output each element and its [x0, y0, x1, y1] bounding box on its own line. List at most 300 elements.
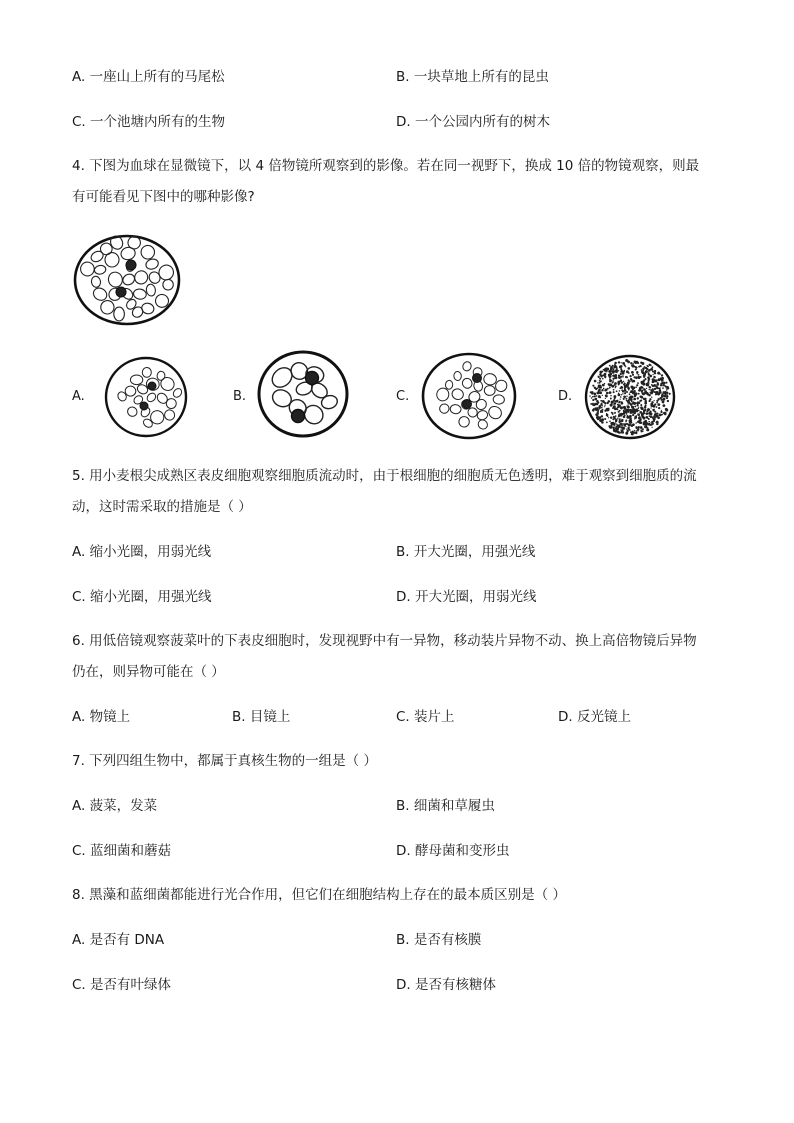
q4-option-d-label[interactable]: D.	[558, 389, 573, 404]
tiny-cell-dot	[599, 391, 602, 394]
tiny-cell-dot	[623, 410, 625, 412]
tiny-cell-dot	[614, 384, 616, 386]
tiny-cell-dot	[657, 382, 659, 384]
tiny-cell-dot	[616, 368, 618, 370]
q4-option-d-micrograph[interactable]	[584, 354, 676, 440]
tiny-cell-dot	[608, 370, 611, 373]
tiny-cell-dot	[638, 407, 639, 408]
tiny-cell-dot	[627, 424, 629, 426]
q8-stem: 8. 黑藻和蓝细菌都能进行光合作用，但它们在细胞结构上存在的最本质区别是（ ）	[72, 887, 566, 903]
tiny-cell-dot	[638, 430, 639, 431]
tiny-cell-dot	[603, 369, 605, 371]
tiny-cell-dot	[624, 383, 625, 384]
tiny-cell-dot	[654, 417, 656, 419]
tiny-cell-dot	[662, 396, 664, 398]
tiny-cell-dot	[618, 382, 621, 385]
tiny-cell-dot	[637, 428, 640, 431]
tiny-cell-dot	[620, 396, 622, 398]
tiny-cell-dot	[628, 372, 630, 374]
tiny-cell-dot	[642, 371, 645, 374]
tiny-cell-dot	[648, 423, 651, 426]
tiny-cell-dot	[631, 424, 634, 427]
tiny-cell-dot	[601, 415, 603, 417]
q3-option-b[interactable]: B. 一块草地上所有的昆虫	[396, 69, 549, 85]
tiny-cell-dot	[620, 379, 622, 381]
tiny-cell-dot	[661, 374, 663, 376]
tiny-cell-dot	[648, 372, 649, 373]
tiny-cell-dot	[652, 388, 654, 390]
tiny-cell-dot	[634, 361, 637, 364]
tiny-cell-dot	[612, 368, 614, 370]
tiny-cell-dot	[626, 411, 628, 413]
tiny-cell-dot	[604, 373, 607, 376]
tiny-cell-dot	[633, 398, 636, 401]
tiny-cell-dot	[604, 405, 605, 406]
tiny-cell-dot	[630, 362, 632, 364]
tiny-cell-dot	[657, 391, 659, 393]
tiny-cell-dot	[650, 365, 652, 367]
q4-stem-line1: 4. 下图为血球在显微镜下，以 4 倍物镜所观察到的影像。若在同一视野下，换成 10 倍的物镜观察，则最	[72, 158, 700, 174]
tiny-cell-dot	[663, 391, 666, 394]
tiny-cell-dot	[589, 395, 590, 396]
tiny-cell-dot	[612, 365, 614, 367]
tiny-cell-dot	[618, 401, 620, 403]
tiny-cell-dot	[641, 386, 643, 388]
tiny-cell-dot	[612, 382, 614, 384]
tiny-cell-dot	[598, 390, 600, 392]
tiny-cell-dot	[662, 387, 664, 389]
tiny-cell-dot	[631, 406, 632, 407]
tiny-cell-dot	[630, 398, 633, 401]
tiny-cell-dot	[629, 393, 631, 395]
tiny-cell-dot	[649, 387, 650, 388]
tiny-cell-dot	[634, 393, 637, 396]
q8-option-b[interactable]: B. 是否有核膜	[396, 932, 482, 948]
tiny-cell-dot	[666, 382, 668, 384]
tiny-cell-dot	[625, 432, 628, 435]
tiny-cell-dot	[649, 415, 651, 417]
tiny-cell-dot	[604, 383, 605, 384]
tiny-cell-dot	[626, 395, 627, 396]
tiny-cell-dot	[614, 408, 617, 411]
tiny-cell-dot	[592, 385, 594, 387]
tiny-cell-dot	[625, 376, 627, 378]
q7-option-c[interactable]: C. 蓝细菌和蘑菇	[72, 843, 172, 859]
tiny-cell-dot	[613, 391, 615, 393]
tiny-cell-dot	[630, 390, 633, 393]
tiny-cell-dot	[643, 379, 645, 381]
tiny-cell-dot	[596, 400, 599, 403]
tiny-cell-dot	[652, 378, 654, 380]
tiny-cell-dot	[613, 403, 614, 404]
q6-stem-line1: 6. 用低倍镜观察菠菜叶的下表皮细胞时，发现视野中有一异物，移动装片异物不动、换上高倍物镜后异物	[72, 633, 697, 649]
tiny-cell-dot	[624, 384, 627, 387]
tiny-cell-dot	[614, 364, 616, 366]
tiny-cell-dot	[612, 413, 614, 415]
tiny-cell-dot	[623, 381, 624, 382]
tiny-cell-dot	[621, 402, 624, 405]
tiny-cell-dot	[627, 411, 629, 413]
tiny-cell-dot	[624, 388, 626, 390]
tiny-cell-dot	[593, 393, 596, 396]
tiny-cell-dot	[623, 415, 626, 418]
tiny-cell-dot	[637, 362, 639, 364]
tiny-cell-dot	[634, 376, 636, 378]
tiny-cell-dot	[614, 370, 617, 373]
tiny-cell-dot	[653, 400, 654, 401]
tiny-cell-dot	[597, 410, 599, 412]
q6-option-a[interactable]: A. 物镜上	[72, 709, 131, 725]
tiny-cell-dot	[651, 397, 652, 398]
tiny-cell-dot	[625, 398, 627, 400]
white-cell-nucleus	[463, 400, 472, 409]
tiny-cell-dot	[645, 370, 648, 373]
tiny-cell-dot	[619, 377, 621, 379]
tiny-cell-dot	[669, 393, 671, 395]
tiny-cell-dot	[666, 395, 668, 397]
tiny-cell-dot	[630, 431, 632, 433]
tiny-cell-dot	[633, 402, 636, 405]
tiny-cell-dot	[597, 387, 599, 389]
tiny-cell-dot	[641, 369, 643, 371]
tiny-cell-dot	[594, 380, 597, 383]
tiny-cell-dot	[648, 378, 649, 379]
tiny-cell-dot	[654, 384, 656, 386]
tiny-cell-dot	[656, 413, 658, 415]
tiny-cell-dot	[618, 431, 620, 433]
tiny-cell-dot	[599, 405, 602, 408]
tiny-cell-dot	[611, 370, 613, 372]
tiny-cell-dot	[653, 409, 655, 411]
q8-option-d[interactable]: D. 是否有核糖体	[396, 977, 496, 993]
tiny-cell-dot	[656, 421, 659, 424]
tiny-cell-dot	[653, 376, 656, 379]
tiny-cell-dot	[619, 413, 621, 415]
tiny-cell-dot	[629, 417, 631, 419]
tiny-cell-dot	[610, 383, 612, 385]
tiny-cell-dot	[650, 422, 651, 423]
tiny-cell-dot	[606, 421, 608, 423]
tiny-cell-dot	[623, 395, 626, 398]
tiny-cell-dot	[621, 370, 623, 372]
tiny-cell-dot	[594, 407, 597, 410]
tiny-cell-dot	[627, 382, 630, 385]
q4-reference-micrograph	[73, 234, 181, 326]
tiny-cell-dot	[644, 413, 646, 415]
tiny-cell-dot	[610, 416, 612, 418]
tiny-cell-dot	[609, 391, 612, 394]
tiny-cell-dot	[619, 418, 621, 420]
tiny-cell-dot	[632, 386, 635, 389]
tiny-cell-dot	[647, 381, 649, 383]
tiny-cell-dot	[602, 378, 604, 380]
tiny-cell-dot	[642, 392, 645, 395]
tiny-cell-dot	[637, 403, 639, 405]
tiny-cell-dot	[659, 391, 661, 393]
tiny-cell-dot	[594, 395, 596, 397]
tiny-cell-dot	[618, 381, 619, 382]
tiny-cell-dot	[620, 406, 623, 409]
tiny-cell-dot	[627, 401, 629, 403]
tiny-cell-dot	[659, 414, 662, 417]
tiny-cell-dot	[629, 375, 631, 377]
tiny-cell-dot	[661, 379, 664, 382]
tiny-cell-dot	[619, 410, 621, 412]
tiny-cell-dot	[638, 374, 640, 376]
q3-option-d[interactable]: D. 一个公园内所有的树木	[396, 114, 550, 130]
tiny-cell-dot	[662, 402, 663, 403]
tiny-cell-dot	[618, 394, 620, 396]
tiny-cell-dot	[626, 406, 627, 407]
q5-option-b[interactable]: B. 开大光圈，用强光线	[396, 544, 536, 560]
white-cell-nucleus	[116, 287, 126, 297]
tiny-cell-dot	[608, 417, 609, 418]
white-cell-nucleus	[292, 410, 305, 423]
tiny-cell-dot	[636, 410, 638, 412]
tiny-cell-dot	[597, 382, 599, 384]
tiny-cell-dot	[638, 417, 640, 419]
q7-option-a[interactable]: A. 菠菜，发菜	[72, 798, 158, 814]
tiny-cell-dot	[600, 380, 602, 382]
tiny-cell-dot	[614, 430, 617, 433]
tiny-cell-dot	[611, 385, 612, 386]
tiny-cell-dot	[640, 395, 643, 398]
tiny-cell-dot	[616, 390, 618, 392]
tiny-cell-dot	[641, 362, 644, 365]
tiny-cell-dot	[632, 381, 634, 383]
tiny-cell-dot	[604, 406, 605, 407]
tiny-cell-dot	[640, 426, 643, 429]
tiny-cell-dot	[636, 373, 637, 374]
tiny-cell-dot	[618, 361, 620, 363]
tiny-cell-dot	[617, 408, 618, 409]
tiny-cell-dot	[665, 385, 667, 387]
tiny-cell-dot	[665, 409, 668, 412]
tiny-cell-dot	[662, 398, 665, 401]
tiny-cell-dot	[617, 407, 618, 408]
tiny-cell-dot	[622, 393, 623, 394]
tiny-cell-dot	[632, 414, 634, 416]
tiny-cell-dot	[648, 394, 651, 397]
q7-option-d[interactable]: D. 酵母菌和变形虫	[396, 843, 510, 859]
q4-stem-line2: 有可能看见下图中的哪种影像?	[72, 189, 255, 205]
tiny-cell-dot	[647, 418, 649, 420]
tiny-cell-dot	[598, 384, 601, 387]
q5-stem-line2: 动，这时需采取的措施是（ ）	[72, 499, 252, 515]
tiny-cell-dot	[613, 416, 615, 418]
tiny-cell-dot	[649, 411, 651, 413]
tiny-cell-dot	[629, 419, 632, 422]
tiny-cell-dot	[590, 403, 592, 405]
tiny-cell-dot	[602, 395, 603, 396]
tiny-cell-dot	[644, 402, 647, 405]
tiny-cell-dot	[598, 376, 600, 378]
tiny-cell-dot	[643, 374, 646, 377]
tiny-cell-dot	[654, 370, 656, 372]
tiny-cell-dot	[616, 372, 617, 373]
tiny-cell-dot	[597, 413, 598, 414]
tiny-cell-dot	[638, 382, 639, 383]
tiny-cell-dot	[631, 396, 633, 398]
tiny-cell-dot	[599, 378, 601, 380]
tiny-cell-dot	[651, 427, 652, 428]
tiny-cell-dot	[608, 383, 610, 385]
q8-option-a[interactable]: A. 是否有 DNA	[72, 932, 165, 948]
tiny-cell-dot	[634, 405, 636, 407]
tiny-cell-dot	[621, 362, 622, 363]
tiny-cell-dot	[596, 395, 598, 397]
q6-option-c[interactable]: C. 装片上	[396, 709, 455, 725]
tiny-cell-dot	[613, 380, 615, 382]
q8-option-c[interactable]: C. 是否有叶绿体	[72, 977, 172, 993]
tiny-cell-dot	[620, 365, 623, 368]
tiny-cell-dot	[601, 407, 603, 409]
q6-option-b[interactable]: B. 目镜上	[232, 709, 291, 725]
tiny-cell-dot	[615, 362, 617, 364]
q5-option-d[interactable]: D. 开大光圈，用弱光线	[396, 589, 537, 605]
tiny-cell-dot	[626, 413, 628, 415]
tiny-cell-dot	[617, 400, 619, 402]
tiny-cell-dot	[599, 408, 600, 409]
q6-option-d[interactable]: D. 反光镜上	[558, 709, 631, 725]
tiny-cell-dot	[625, 359, 628, 362]
tiny-cell-dot	[648, 421, 650, 423]
tiny-cell-dot	[629, 429, 631, 431]
tiny-cell-dot	[638, 366, 640, 368]
tiny-cell-dot	[662, 414, 663, 415]
tiny-cell-dot	[631, 411, 634, 414]
white-cell-nucleus	[473, 374, 482, 383]
tiny-cell-dot	[660, 384, 662, 386]
tiny-cell-dot	[604, 402, 606, 404]
tiny-cell-dot	[643, 388, 644, 389]
tiny-cell-dot	[624, 407, 627, 410]
tiny-cell-dot	[594, 403, 597, 406]
tiny-cell-dot	[656, 379, 658, 381]
tiny-cell-dot	[618, 415, 620, 417]
tiny-cell-dot	[628, 409, 630, 411]
tiny-cell-dot	[635, 369, 637, 371]
tiny-cell-dot	[659, 387, 661, 389]
tiny-cell-dot	[654, 411, 656, 413]
tiny-cell-dot	[650, 391, 653, 394]
tiny-cell-dot	[626, 417, 627, 418]
tiny-cell-dot	[603, 388, 605, 390]
tiny-cell-dot	[634, 418, 636, 420]
tiny-cell-dot	[610, 422, 612, 424]
tiny-cell-dot	[634, 430, 635, 431]
q4-option-b-label[interactable]: B.	[233, 389, 247, 404]
tiny-cell-dot	[652, 385, 654, 387]
white-cell-nucleus	[140, 402, 148, 410]
tiny-cell-dot	[611, 403, 613, 405]
tiny-cell-dot	[632, 408, 634, 410]
tiny-cell-dot	[619, 398, 620, 399]
tiny-cell-dot	[639, 400, 641, 402]
q4-option-a-micrograph[interactable]	[104, 356, 188, 438]
q5-option-c[interactable]: C. 缩小光圈，用强光线	[72, 589, 212, 605]
tiny-cell-dot	[622, 375, 623, 376]
tiny-cell-dot	[602, 400, 605, 403]
tiny-cell-dot	[637, 413, 640, 416]
tiny-cell-dot	[607, 388, 609, 390]
tiny-cell-dot	[633, 363, 634, 364]
tiny-cell-dot	[605, 377, 606, 378]
q3-option-a[interactable]: A. 一座山上所有的马尾松	[72, 69, 225, 85]
tiny-cell-dot	[623, 363, 625, 365]
tiny-cell-dot	[654, 372, 656, 374]
tiny-cell-dot	[609, 365, 611, 367]
tiny-cell-dot	[619, 390, 621, 392]
q7-option-b[interactable]: B. 细菌和草履虫	[396, 798, 495, 814]
tiny-cell-dot	[636, 384, 638, 386]
tiny-cell-dot	[639, 389, 641, 391]
tiny-cell-dot	[656, 402, 658, 404]
tiny-cell-dot	[641, 407, 644, 410]
tiny-cell-dot	[607, 402, 609, 404]
tiny-cell-dot	[601, 389, 603, 391]
tiny-cell-dot	[610, 367, 613, 370]
tiny-cell-dot	[635, 426, 637, 428]
tiny-cell-dot	[591, 397, 593, 399]
tiny-cell-dot	[631, 433, 633, 435]
tiny-cell-dot	[615, 415, 617, 417]
tiny-cell-dot	[627, 362, 628, 363]
tiny-cell-dot	[624, 392, 626, 394]
tiny-cell-dot	[646, 412, 649, 415]
q3-option-c[interactable]: C. 一个池塘内所有的生物	[72, 114, 226, 130]
tiny-cell-dot	[593, 409, 594, 410]
white-cell-nucleus	[126, 260, 136, 270]
tiny-cell-dot	[628, 379, 630, 381]
tiny-cell-dot	[597, 391, 600, 394]
tiny-cell-dot	[615, 422, 616, 423]
q4-option-a-label[interactable]: A.	[72, 389, 85, 404]
tiny-cell-dot	[626, 423, 628, 425]
tiny-cell-dot	[609, 386, 610, 387]
tiny-cell-dot	[636, 431, 637, 432]
tiny-cell-dot	[604, 389, 606, 391]
q5-option-a[interactable]: A. 缩小光圈，用弱光线	[72, 544, 212, 560]
tiny-cell-dot	[649, 389, 650, 390]
tiny-cell-dot	[612, 375, 613, 376]
tiny-cell-dot	[661, 410, 662, 411]
q4-option-b-micrograph[interactable]	[256, 350, 350, 438]
tiny-cell-dot	[590, 391, 592, 393]
tiny-cell-dot	[621, 394, 622, 395]
tiny-cell-dot	[647, 408, 650, 411]
tiny-cell-dot	[601, 371, 602, 372]
tiny-cell-dot	[640, 376, 642, 378]
tiny-cell-dot	[627, 367, 630, 370]
tiny-cell-dot	[610, 398, 612, 400]
tiny-cell-dot	[660, 411, 662, 413]
tiny-cell-dot	[663, 382, 666, 385]
tiny-cell-dot	[617, 404, 619, 406]
tiny-cell-dot	[637, 408, 639, 410]
tiny-cell-dot	[621, 420, 624, 423]
q4-option-c-label[interactable]: C.	[396, 389, 410, 404]
tiny-cell-dot	[639, 411, 642, 414]
tiny-cell-dot	[666, 389, 668, 391]
tiny-cell-dot	[621, 386, 623, 388]
tiny-cell-dot	[657, 388, 659, 390]
tiny-cell-dot	[649, 400, 651, 402]
white-cell-nucleus	[148, 382, 156, 390]
q4-option-c-micrograph[interactable]	[421, 352, 517, 440]
tiny-cell-dot	[613, 389, 615, 391]
tiny-cell-dot	[600, 400, 602, 402]
